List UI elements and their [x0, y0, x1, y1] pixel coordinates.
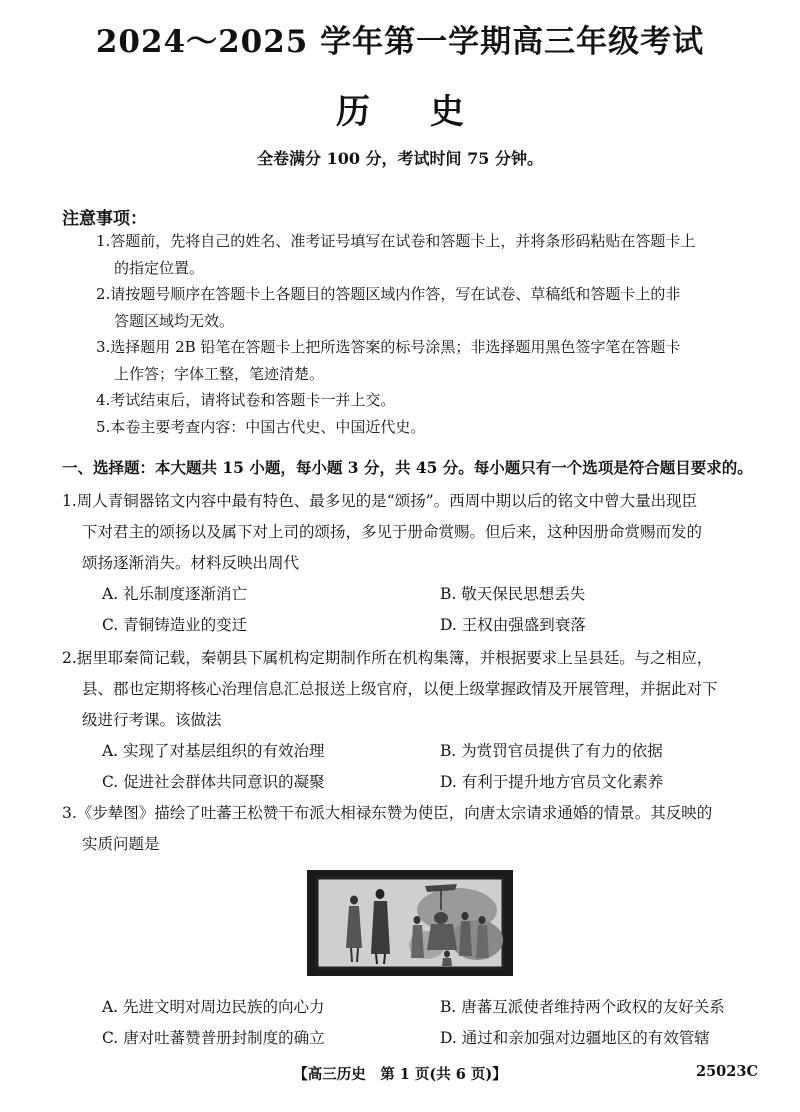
- notice-line: 5.本卷主要考查内容：中国古代史、中国近代史。: [96, 417, 426, 436]
- option-row: [62, 992, 782, 1023]
- option-row: [62, 736, 762, 767]
- question-3: [62, 798, 762, 860]
- option-d[interactable]: D. 有利于提升地方官员文化素养: [440, 773, 664, 791]
- question-2: [62, 643, 762, 798]
- question-line: 县、郡也定期将核心治理信息汇总报送上级官府，以便上级掌握政情及开展管理，并据此对下: [82, 680, 718, 698]
- option-c[interactable]: C. 促进社会群体共同意识的凝聚: [102, 773, 325, 791]
- option-b[interactable]: B. 敬天保民思想丢失: [440, 585, 586, 603]
- question-line: 实质问题是: [82, 835, 160, 853]
- notice-item: [96, 334, 756, 387]
- option-a[interactable]: A. 礼乐制度逐渐消亡: [102, 585, 248, 603]
- question-1: [62, 486, 762, 641]
- exam-info: 全卷满分 100 分，考试时间 75 分钟。: [257, 149, 543, 168]
- question-line: 2.据里耶秦简记载，秦朝县下属机构定期制作所在机构集簿，并根据要求上呈县廷。与之相应，: [62, 649, 713, 667]
- notice-line: 3.选择题用 2B 铅笔在答题卡上把所选答案的标号涂黑；非选择题用黑色签字笔在答题卡: [96, 338, 681, 356]
- notice-title: 注意事项：: [62, 209, 147, 229]
- question-3-options: [62, 992, 782, 1054]
- option-b[interactable]: B. 为赏罚官员提供了有力的依据: [440, 742, 663, 760]
- question-line: 下对君主的颂扬以及属下对上司的颂扬，多见于册命赏赐。但后来，这种因册命赏赐而发的: [82, 523, 703, 541]
- question-line: 1.周人青铜器铭文内容中最有特色、最多见的是“颂扬”。西周中期以后的铭文中曾大量出现臣: [62, 492, 698, 510]
- option-row: [62, 1023, 782, 1054]
- question-line: 颂扬逐渐消失。材料反映出周代: [82, 554, 300, 572]
- bunian-painting-image: [307, 870, 513, 976]
- subject-title: 历史: [336, 92, 524, 132]
- notice-item: [96, 228, 756, 281]
- exam-code: 25023C: [696, 1063, 758, 1080]
- option-d[interactable]: D. 王权由强盛到衰落: [440, 616, 586, 634]
- option-row: [62, 579, 762, 610]
- option-b[interactable]: B. 唐蕃互派使者维持两个政权的友好关系: [440, 998, 725, 1016]
- notice-item: [96, 387, 756, 414]
- option-c[interactable]: C. 青铜铸造业的变迁: [102, 616, 248, 634]
- notice-item: [96, 414, 756, 441]
- question-line: 3.《步辇图》描绘了吐蕃王松赞干布派大相禄东赞为使臣，向唐太宗请求通婚的情景。其反映的: [62, 804, 713, 822]
- option-a[interactable]: A. 先进文明对周边民族的向心力: [102, 998, 325, 1016]
- question-line: 级进行考课。该做法: [82, 711, 222, 729]
- notice-line: 4.考试结束后，请将试卷和答题卡一并上交。: [96, 391, 396, 409]
- notice-item: [96, 281, 756, 334]
- notice-line: 1.答题前，先将自己的姓名、准考证号填写在试卷和答题卡上，并将条形码粘贴在答题卡上: [96, 232, 696, 250]
- notice-list: [96, 228, 756, 440]
- notice-line: 2.请按题号顺序在答题卡上各题目的答题区域内作答，写在试卷、草稿纸和答题卡上的非: [96, 285, 681, 303]
- option-row: [62, 610, 762, 641]
- option-c[interactable]: C. 唐对吐蕃赞普册封制度的确立: [102, 1029, 325, 1047]
- notice-line: 答题区域均无效。: [114, 311, 235, 330]
- notice-line: 的指定位置。: [114, 258, 205, 277]
- option-d[interactable]: D. 通过和亲加强对边疆地区的有效管辖: [440, 1029, 710, 1047]
- exam-title: 2024～2025 学年第一学期高三年级考试: [95, 24, 705, 60]
- page-footer: 【高三历史 第 1 页(共 6 页)】: [293, 1066, 507, 1083]
- option-row: [62, 767, 762, 798]
- option-a[interactable]: A. 实现了对基层组织的有效治理: [102, 742, 325, 760]
- notice-line: 上作答；字体工整，笔迹清楚。: [114, 364, 325, 383]
- section-heading: 一、选择题：本大题共 15 小题，每小题 3 分，共 45 分。每小题只有一个选项是符合题目要求的。: [62, 458, 753, 477]
